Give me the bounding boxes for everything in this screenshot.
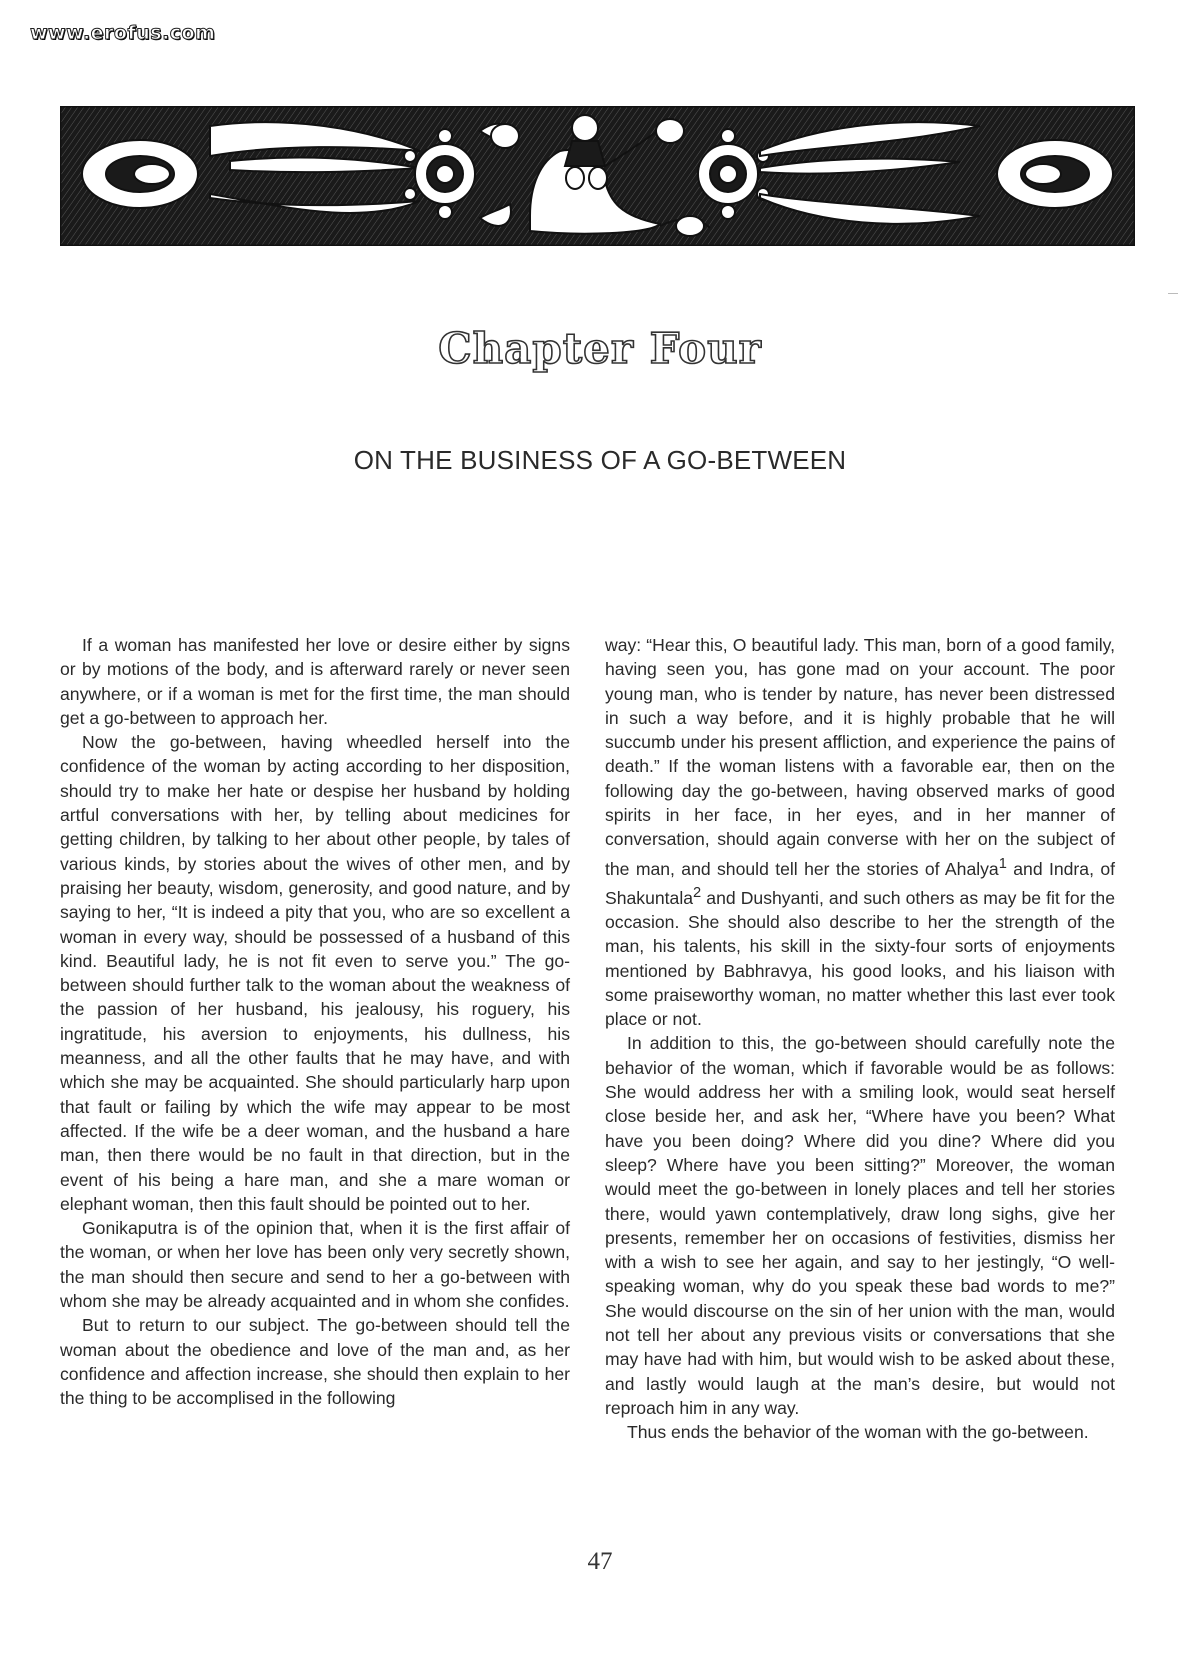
paragraph: Now the go-between, having wheedled herself into the confidence of the woman by acting according to her disposition, should try to make her hate or despise her husband by holding artful conversations with her, by telling about medicines for getting children, by talking to her about other people, by tales of various kinds, by stories about the wives of other men, and by praising her beauty, wisdom, generosity, and good nature, and by saying to her, “It is indeed a pity that you, who are so excellent a woman in every way, should be possessed of a husband of this kind. Beautiful lady, he is not fit even to serve you.” The go-between should further talk to the woman about the weakness of the passion of her husband, his jealousy, his roguery, his ingratitude, his aversion to enjoyments, his dullness, his meanness, and all the other faults that he may have, and with which she may be acquainted. She should particularly harp upon that fault or failing by which the wife may appear to be most affected. If the wife be a deer woman, and the husband a hare man, then there would be no fault in that direction, but in the event of his being a hare man, and she a mare woman or elephant woman, then this fault should be pointed out to her. — [60, 732, 570, 1214]
text-span: way: “Hear this, O beautiful lady. This man, born of a good family, having seen you, has gone mad on your account. The poor young man, who is tender by nature, has never been distressed in such a way before, and it is highly probable that he will succumb under his present affliction, and experience the pains of death.” If the woman listens with a favorable ear, then on the following day the go-between, having observed marks of good spirits in her face, in her eyes, and in her manner of conversation, should again converse with her on the subject of the man, and should tell her the stories of Ahalya — [605, 635, 1115, 879]
page-number: 47 — [587, 1548, 613, 1575]
paragraph: Thus ends the behavior of the woman with the go-between. — [627, 1422, 1089, 1443]
watermark: www.erofus.com — [30, 22, 216, 44]
stray-mark — [1168, 293, 1178, 294]
paragraph: But to return to our subject. The go-between should tell the woman about the obedience and love of the man and, as her confidence and affection increase, she should then explain to her the thing to be accomplised in the following — [60, 1315, 570, 1409]
paragraph-continued — [605, 633, 1115, 1031]
decorative-banner-illustration — [60, 106, 1135, 246]
paragraph: If a woman has manifested her love or desire either by signs or by motions of the body, and is afterward rarely or never seen anywhere, or if a woman is met for the first time, the man should get a go-between to approach her. — [60, 635, 570, 728]
footnote-marker: 2 — [693, 884, 702, 901]
text-span: and Dushyanti, and such others as may be fit for the occasion. She should also describe to her the strength of the man, his talents, his skill in the sixty-four sorts of enjoyments mentioned by Babhravya, his good looks, and his liaison with some praiseworthy woman, no matter whether this last ever took place or not. — [605, 887, 1115, 1030]
left-text-column — [60, 633, 570, 1411]
section-title: ON THE BUSINESS OF A GO-BETWEEN — [353, 445, 847, 475]
right-text-column — [605, 633, 1115, 1445]
footnote-marker: 1 — [998, 855, 1007, 872]
text-span: and Indra, of Shakuntala — [605, 858, 1115, 908]
chapter-title: Chapter Four — [438, 324, 762, 373]
paragraph: Gonikaputra is of the opinion that, when it is the first affair of the woman, or when her love has been only very secretly shown, the man should then secure and send to her a go-between with whom she may be already acquainted and in whom she confides. — [60, 1218, 570, 1312]
paragraph: In addition to this, the go-between should carefully note the behavior of the woman, which if favorable would be as follows: She would address her with a smiling look, would seat herself close beside her, and ask her, “Where have you been? What have you been doing? Where did you dine? Where did you sleep? Where have you been sitting?” Moreover, the woman would meet the go-between in lonely places and tell her stories there, would yawn contemplatively, draw long sighs, give her presents, remember her on occasions of festivities, dismiss her with a wish to see her again, and say to her jestingly, “O well-speaking woman, why do you speak these bad words to me?” She would discourse on the sin of her union with the man, would not tell her about any previous visits or conversations that she may have had with him, but would wish to be asked about these, and lastly would laugh at the man’s desire, but would not reproach him in any way. — [605, 1033, 1115, 1418]
